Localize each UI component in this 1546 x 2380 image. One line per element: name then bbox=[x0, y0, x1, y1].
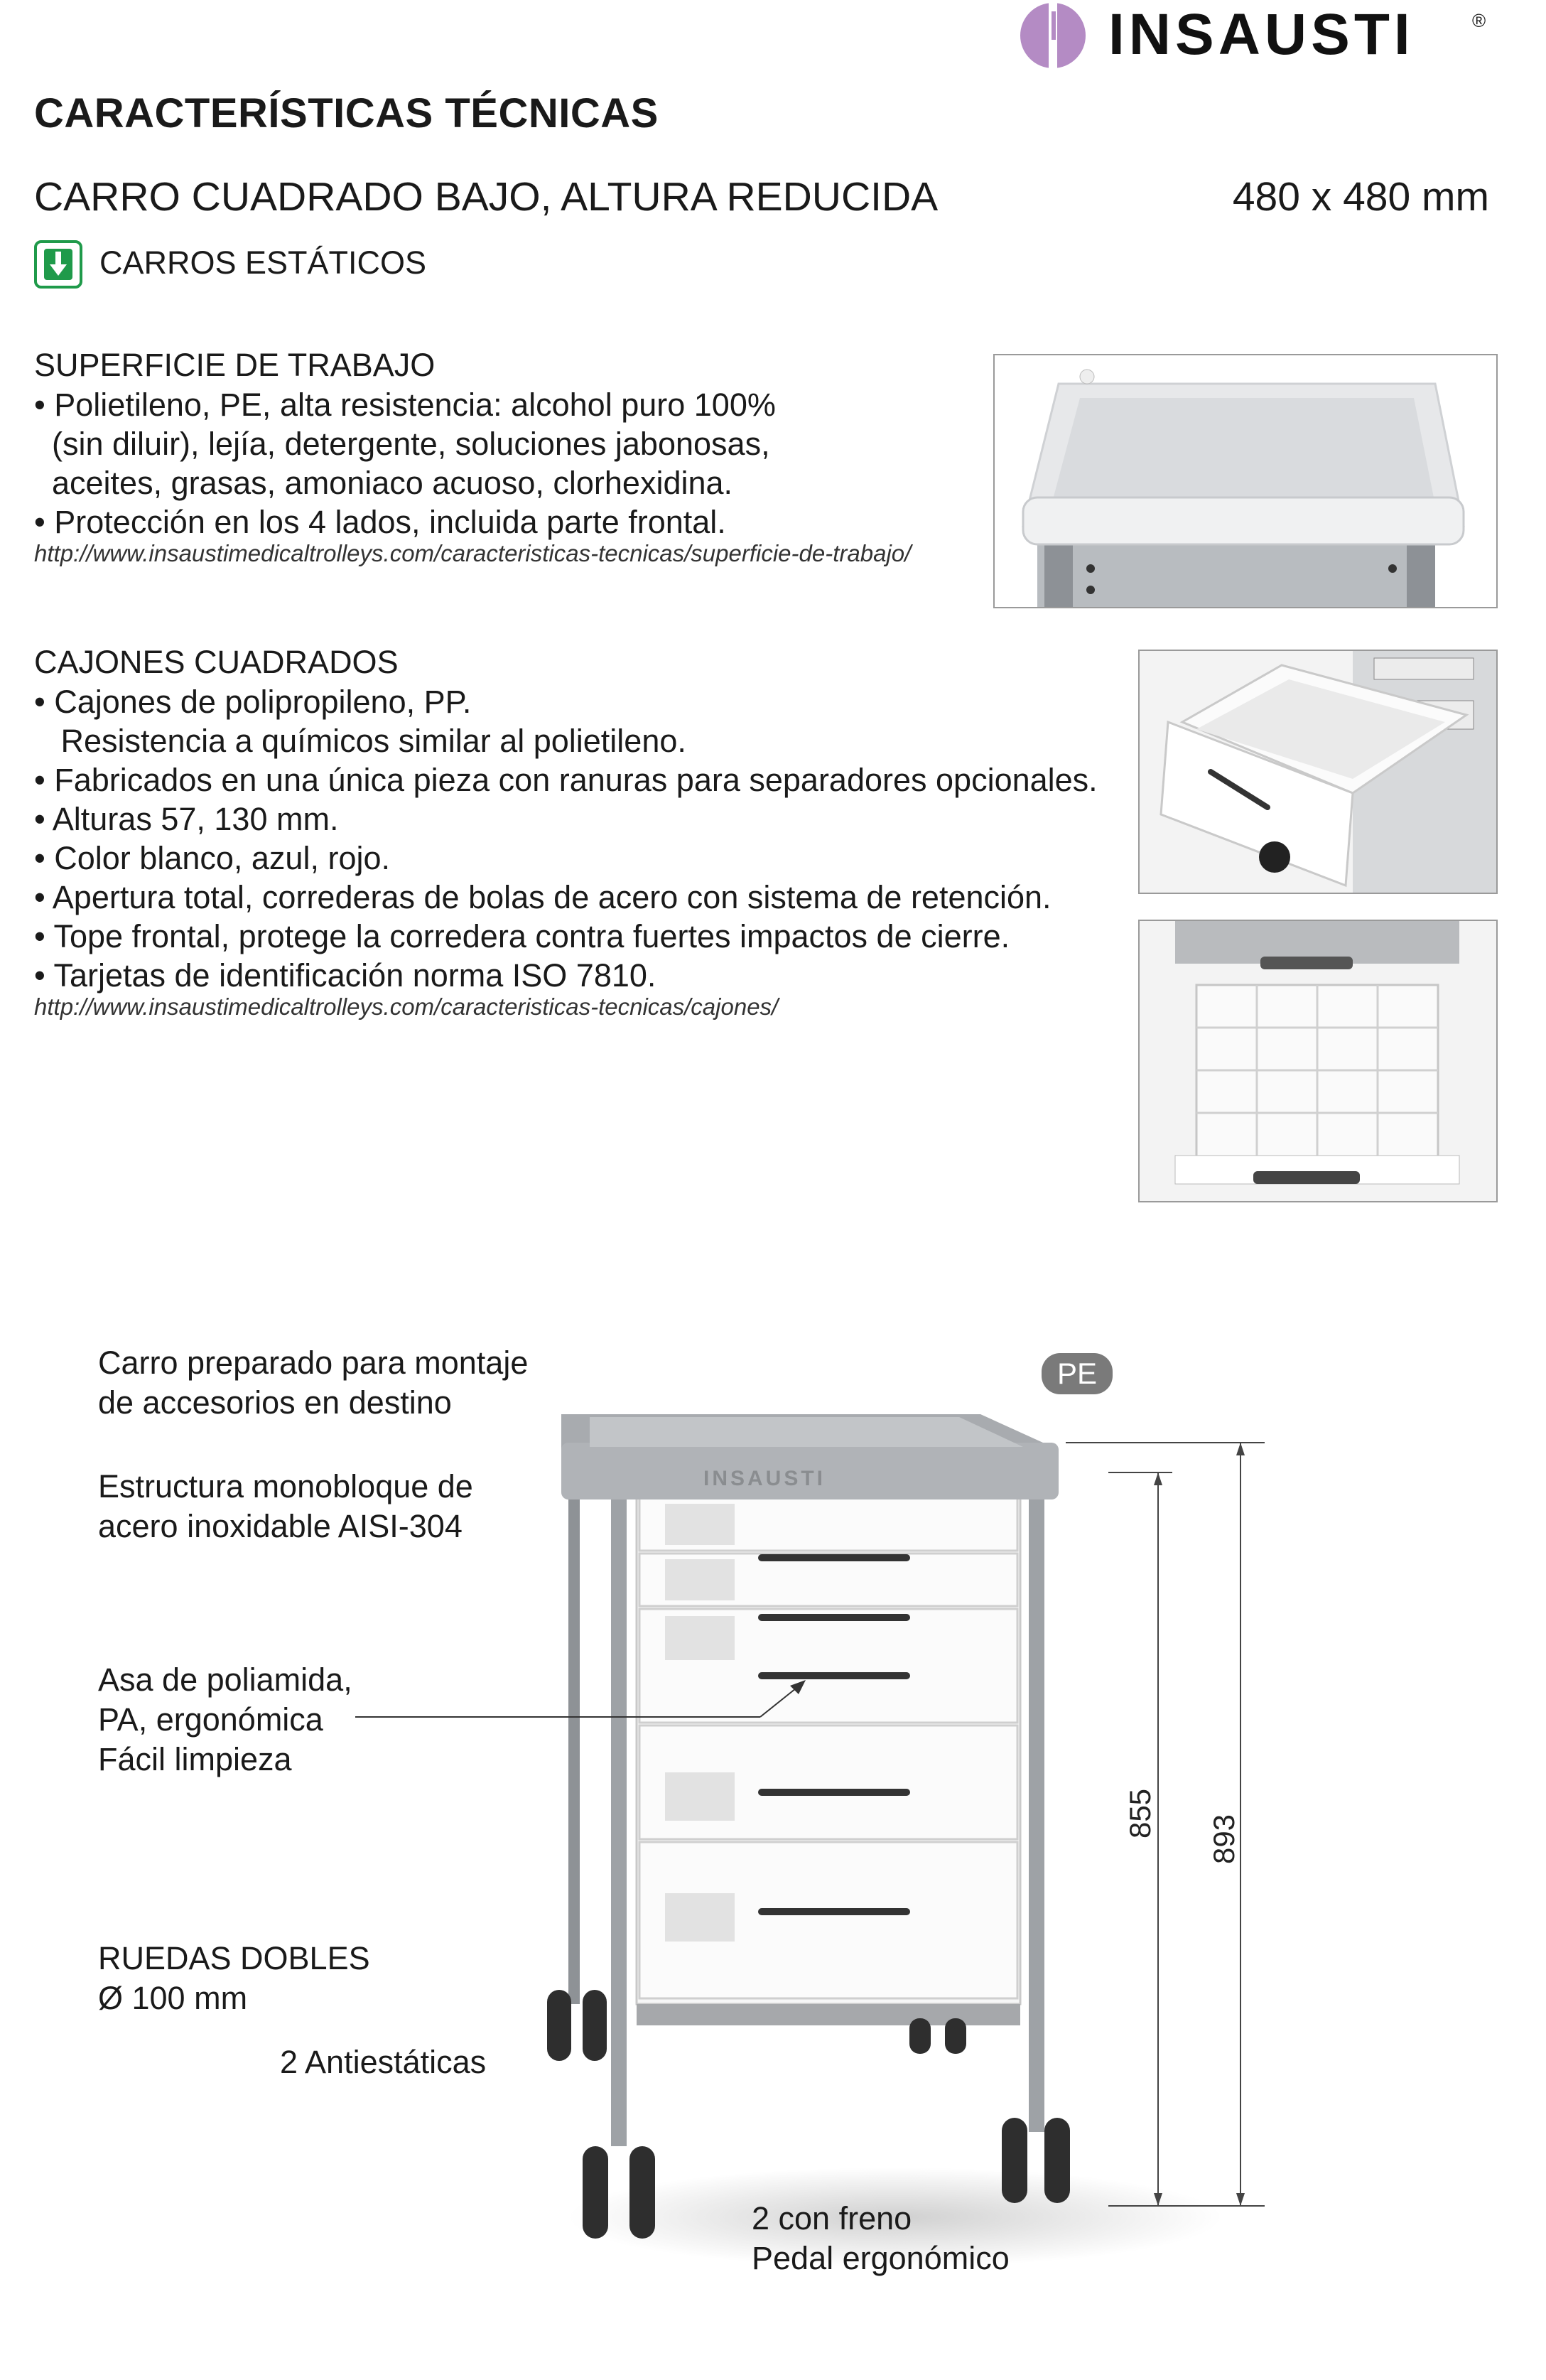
callout-mounting: Carro preparado para montaje de accesorios en destino bbox=[98, 1345, 529, 1421]
list-item: • Color blanco, azul, rojo. bbox=[34, 840, 390, 876]
list-item: • Tarjetas de identificación norma ISO 7810. bbox=[34, 957, 656, 994]
work-surface-list bbox=[34, 385, 776, 542]
work-surface-photo bbox=[993, 354, 1498, 608]
list-item: • Tope frontal, protege la corredera contra fuertes impactos de cierre. bbox=[34, 918, 1010, 954]
open-drawer-illustration bbox=[1140, 651, 1496, 893]
drawer-photo-open bbox=[1138, 650, 1498, 894]
drawers-title: CAJONES CUADRADOS bbox=[34, 644, 399, 680]
trolley-logo: INSAUSTI bbox=[703, 1467, 826, 1490]
callout-structure: Estructura monobloque de acero inoxidable AISI-304 bbox=[98, 1468, 473, 1544]
list-item: • Polietileno, PE, alta resistencia: alcohol puro 100% bbox=[34, 387, 776, 423]
handle-pointer-line bbox=[355, 1677, 810, 1734]
drawer-separators-illustration bbox=[1140, 921, 1496, 1201]
list-item: Resistencia a químicos similar al polietileno. bbox=[34, 723, 686, 759]
work-surface-link[interactable]: http://www.insaustimedicaltrolleys.com/caracteristicas-tecnicas/superficie-de-trabajo/ bbox=[34, 540, 912, 566]
tray-illustration bbox=[995, 355, 1496, 607]
page-title: CARACTERÍSTICAS TÉCNICAS bbox=[34, 90, 659, 136]
callout-handle: Asa de poliamida, PA, ergonómica Fácil limpieza bbox=[98, 1662, 352, 1777]
callout-brake: 2 con freno Pedal ergonómico bbox=[752, 2200, 1010, 2276]
dimension-lines bbox=[1066, 1421, 1279, 2231]
download-arrow-icon bbox=[37, 243, 80, 286]
callout-wheels: RUEDAS DOBLES Ø 100 mm bbox=[98, 1940, 370, 2016]
brand-logo-icon bbox=[1017, 1, 1091, 70]
work-surface-title: SUPERFICIE DE TRABAJO bbox=[34, 347, 436, 383]
drawers-list bbox=[34, 682, 1098, 995]
drawers-link[interactable]: http://www.insaustimedicaltrolleys.com/caracteristicas-tecnicas/cajones/ bbox=[34, 994, 779, 1020]
category-icon-wrap bbox=[34, 240, 82, 289]
brand-logo bbox=[1017, 0, 1515, 71]
list-item: • Protección en los 4 lados, incluida parte frontal. bbox=[34, 504, 726, 540]
product-name: CARRO CUADRADO BAJO, ALTURA REDUCIDA bbox=[34, 174, 939, 220]
list-item: • Cajones de polipropileno, PP. bbox=[34, 684, 472, 720]
list-item: • Fabricados en una única pieza con ranuras para separadores opcionales. bbox=[34, 762, 1098, 798]
list-item: • Alturas 57, 130 mm. bbox=[34, 801, 339, 837]
product-size: 480 x 480 mm bbox=[1232, 174, 1489, 220]
dimension-893: 893 bbox=[1207, 1814, 1241, 1865]
registered-mark: ® bbox=[1472, 10, 1486, 31]
callout-antistatic: 2 Antiestáticas bbox=[280, 2044, 487, 2080]
brand-name: INSAUSTI bbox=[1108, 2, 1415, 67]
pe-badge: PE bbox=[1042, 1353, 1113, 1394]
list-item: aceites, grasas, amoniaco acuoso, clorhexidina. bbox=[34, 465, 733, 501]
drawer-photo-separators bbox=[1138, 920, 1498, 1202]
list-item: (sin diluir), lejía, detergente, soluciones jabonosas, bbox=[34, 426, 770, 462]
category-label: CARROS ESTÁTICOS bbox=[99, 244, 427, 281]
list-item: • Apertura total, correderas de bolas de acero con sistema de retención. bbox=[34, 879, 1052, 915]
dimension-855: 855 bbox=[1123, 1788, 1157, 1839]
